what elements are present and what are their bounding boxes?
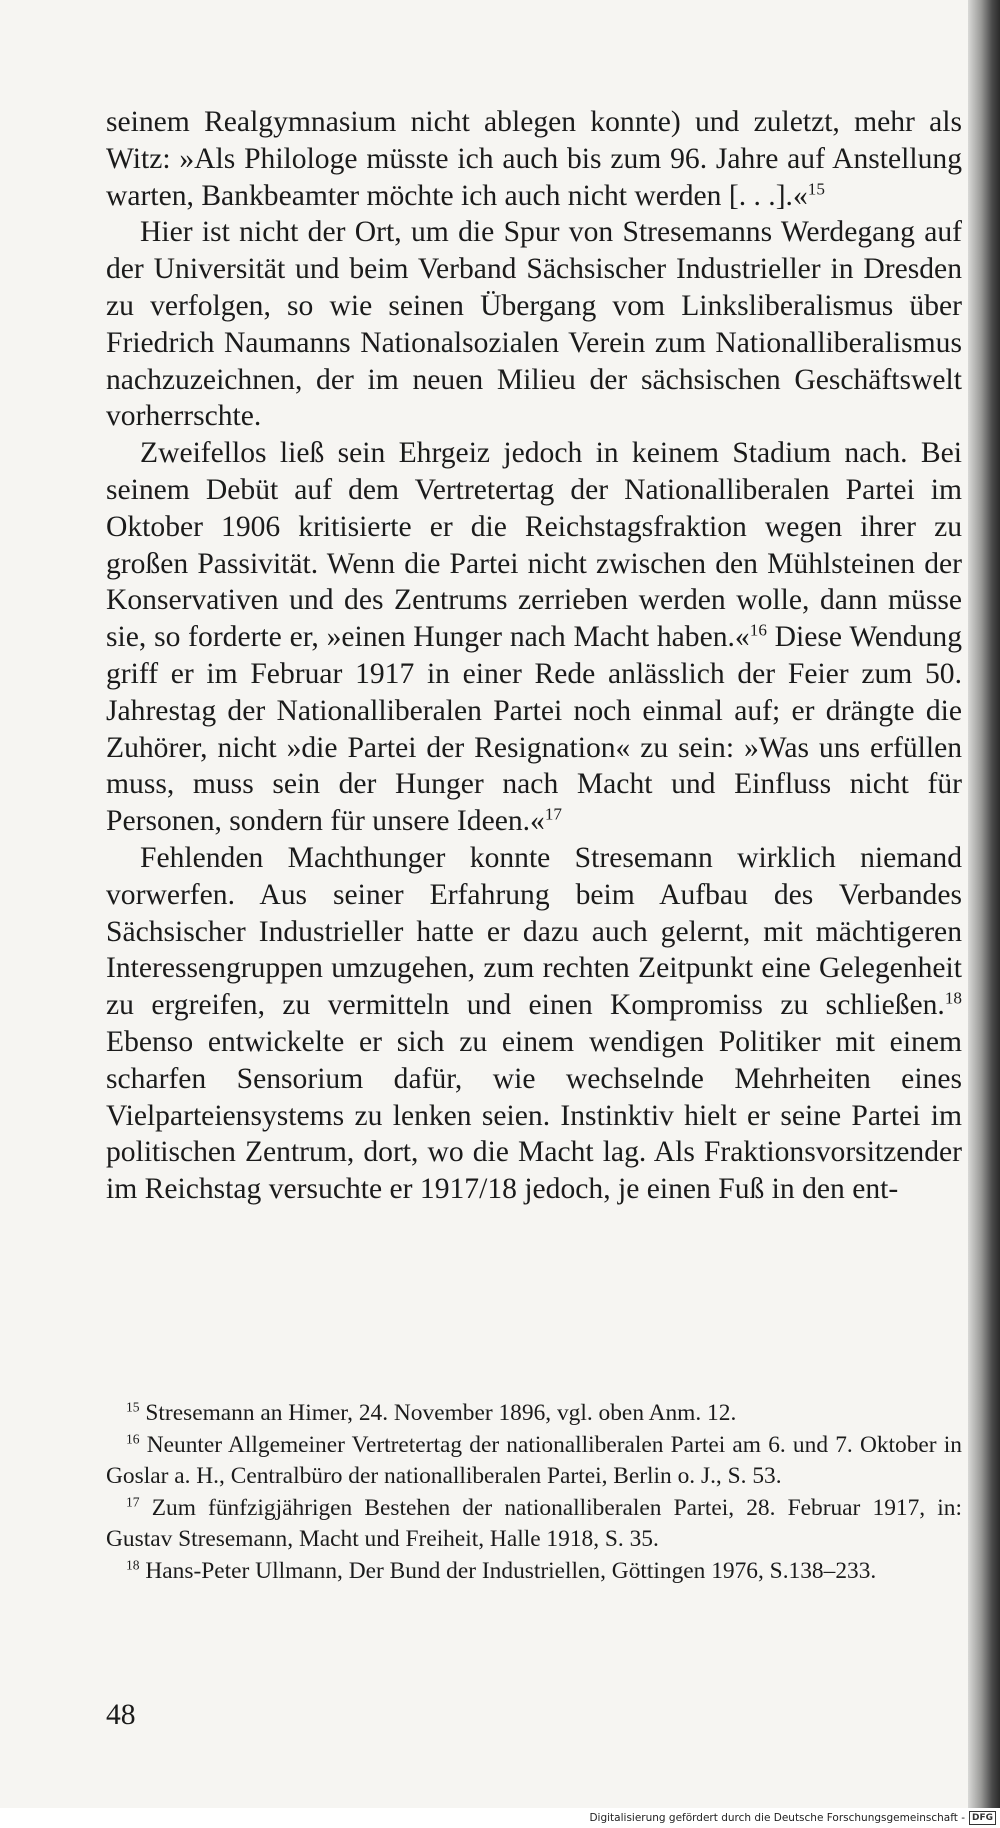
footnote-ref-17: 17 xyxy=(544,804,562,824)
footnote-text: Neunter Allgemeiner Vertretertag der nationalliberalen Partei am 6. und 7. Oktober in Goslar a. H., Centralbüro der nationalliberalen Partei, Berlin o. J., S. 53. xyxy=(106,1431,962,1490)
footnote-number: 15 xyxy=(126,1399,140,1415)
footnote xyxy=(106,1556,962,1588)
paragraph-3 xyxy=(106,435,962,840)
footnote xyxy=(106,1493,962,1556)
dfg-logo: DFG xyxy=(969,1811,996,1825)
footnote-number: 16 xyxy=(126,1431,140,1447)
credit-text: Digitalisierung gefördert durch die Deutsche Forschungsgemeinschaft - xyxy=(589,1812,965,1824)
paragraph-2 xyxy=(106,214,962,435)
main-text xyxy=(106,104,962,1208)
footnote xyxy=(106,1398,962,1430)
paragraph-4-text-a: Fehlenden Machthunger konnte Stresemann wirklich niemand vorwerfen. Aus seiner Erfahrung beim Aufbau des Verbandes Sächsischer Industrieller hatte er dazu auch gelernt, mit mächtigeren Interessengruppen umzugehen, zum rechten Zeitpunkt eine Gelegenheit zu ergreifen, zu vermitteln und einen Kompromiss zu schließen. xyxy=(106,841,962,1022)
paragraph-1 xyxy=(106,104,962,214)
footnote-text: Zum fünfzigjährigen Bestehen der nationalliberalen Partei, 28. Februar 1917, in: Gustav Stresemann, Macht und Freiheit, Halle 1918, S. 35. xyxy=(106,1494,962,1553)
footnote-ref-16: 16 xyxy=(749,620,767,640)
paragraph-3-text-a: Zweifellos ließ sein Ehrgeiz jedoch in keinem Stadium nach. Bei seinem Debüt auf dem Vertretertag der Nationalliberalen Partei im Oktober 1906 kritisierte er die Reichstagsfraktion wegen ihrer zu großen Passivität. Wenn die Partei nicht zwischen den Mühlsteinen der Konservativen und des Zentrums zerrieben werden wolle, dann müsse sie, so forderte er, »einen Hunger nach Macht haben.« xyxy=(106,437,962,654)
paragraph-2-text: Hier ist nicht der Ort, um die Spur von Stresemanns Werdegang auf der Universität und beim Verband Sächsischer Industrieller in Dresden zu verfolgen, so wie seinen Übergang vom Linksliberalismus über Friedrich Naumanns Nationalsozialen Verein zum Nationalliberalismus nachzuzeichnen, der im neuen Milieu der sächsischen Geschäftswelt vorherrschte. xyxy=(106,216,962,433)
footnote xyxy=(106,1430,962,1493)
page-binding-edge xyxy=(968,0,1000,1808)
digitization-credit xyxy=(589,1811,996,1825)
paragraph-4 xyxy=(106,840,962,1208)
footnote-ref-15: 15 xyxy=(807,178,825,198)
footnote-number: 17 xyxy=(126,1494,140,1510)
footnote-text: Hans-Peter Ullmann, Der Bund der Industriellen, Göttingen 1976, S.138–233. xyxy=(139,1557,877,1584)
paragraph-1-text: seinem Realgymnasium nicht ablegen konnte) und zuletzt, mehr als Witz: »Als Philologe müsste ich auch bis zum 96. Jahre auf Anstellung warten, Bankbeamter möchte ich auch nicht werden [. . .].« xyxy=(106,106,962,212)
footnote-number: 18 xyxy=(126,1557,140,1573)
footnotes xyxy=(106,1398,962,1588)
footnote-text: Stresemann an Himer, 24. November 1896, vgl. oben Anm. 12. xyxy=(139,1400,737,1426)
footnote-ref-18: 18 xyxy=(944,988,962,1008)
page-number: 48 xyxy=(106,1699,136,1731)
paragraph-3-text-b: Diese Wendung griff er im Februar 1917 in einer Rede anlässlich der Feier zum 50. Jahrestag der Nationalliberalen Partei noch einmal auf; er drängte die Zuhörer, nicht »die Partei der Resignation« zu sein: »Was uns erfüllen muss, muss sein der Hunger nach Macht und Einfluss nicht für Personen, sondern für unsere Ideen.« xyxy=(106,621,962,838)
paragraph-4-text-b: Ebenso entwickelte er sich zu einem wendigen Politiker mit einem scharfen Sensorium dafür, wie wechselnde Mehrheiten eines Vielparteiensystems zu lenken seien. Instinktiv hielt er seine Partei im politischen Zentrum, dort, wo die Macht lag. Als Fraktionsvorsitzender im Reichstag versuchte er 1917/18 jedoch, je einen Fuß in den ent- xyxy=(106,1025,962,1206)
